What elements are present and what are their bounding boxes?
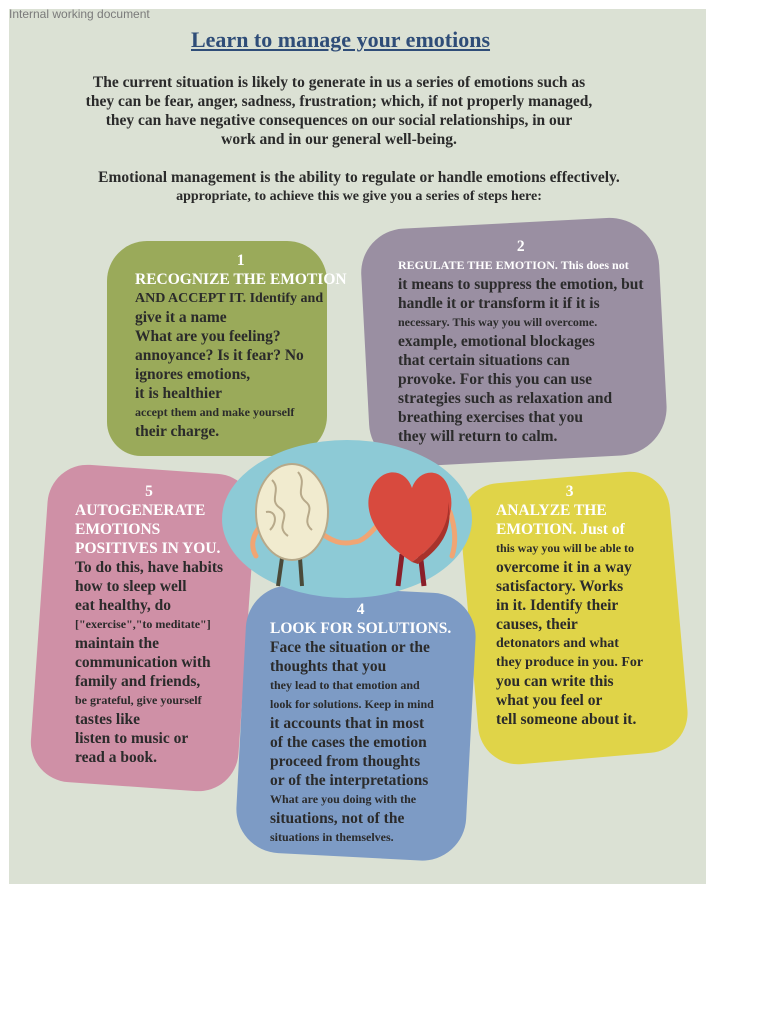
step-1-line: ignores emotions, xyxy=(135,366,251,383)
step-5-line: how to sleep well xyxy=(75,578,187,595)
step-3-line: detonators and what xyxy=(496,636,619,651)
step-1-line: their charge. xyxy=(135,423,220,440)
step-5-line: To do this, have habits xyxy=(75,559,224,576)
step-1-line: give it a name xyxy=(135,309,227,326)
definition-line: appropriate, to achieve this we give you a series of steps here: xyxy=(176,189,542,204)
step-3-line: this way you will be able to xyxy=(496,541,635,555)
intro-line: work and in our general well-being. xyxy=(221,131,457,148)
step-1-line: annoyance? Is it fear? No xyxy=(135,347,304,364)
step-4-line: look for solutions. Keep in mind xyxy=(270,697,434,711)
step-4-line: What are you doing with the xyxy=(270,792,417,806)
step-5-line: ["exercise","to meditate"] xyxy=(75,617,211,631)
step-3-number: 3 xyxy=(565,483,574,500)
step-5-line: family and friends, xyxy=(75,673,201,690)
step-2-line: they will return to calm. xyxy=(398,428,558,445)
step-1-heading: RECOGNIZE THE EMOTION xyxy=(135,271,347,288)
step-3-line: causes, their xyxy=(496,616,578,633)
step-1-line: What are you feeling? xyxy=(135,328,281,345)
step-2-line: that certain situations can xyxy=(398,352,570,369)
step-3-line: in it. Identify their xyxy=(496,597,619,614)
step-4-line: proceed from thoughts xyxy=(270,753,421,770)
step-2-line: it means to suppress the emotion, but xyxy=(398,276,644,293)
brain-character-icon xyxy=(253,464,354,586)
step-4-line: of the cases the emotion xyxy=(270,734,427,751)
step-3-heading: ANALYZE THE xyxy=(496,502,607,519)
step-1-number: 1 xyxy=(236,252,245,269)
step-5-heading: POSITIVES IN YOU. xyxy=(75,540,221,557)
definition-paragraph xyxy=(29,168,689,206)
step-5-line: tastes like xyxy=(75,711,141,728)
step-5-line: read a book. xyxy=(75,749,157,766)
step-4-line: or of the interpretations xyxy=(270,772,429,789)
intro-line: they can be fear, anger, sadness, frustration; which, if not properly managed, xyxy=(85,93,593,110)
step-4-line: thoughts that you xyxy=(270,658,387,675)
step-3-line: what you feel or xyxy=(496,692,603,709)
step-4-line: Face the situation or the xyxy=(270,639,430,656)
step-3-text xyxy=(496,483,643,729)
step-4-line: situations in themselves. xyxy=(270,830,394,844)
step-2-line: necessary. This way you will overcome. xyxy=(398,315,598,329)
step-5-line: communication with xyxy=(75,654,211,671)
step-5-text xyxy=(75,483,223,767)
step-2-line: breathing exercises that you xyxy=(398,409,583,426)
step-3-heading: EMOTION. Just of xyxy=(496,521,625,538)
intro-paragraph xyxy=(29,73,649,149)
step-3-line: overcome it in a way xyxy=(496,559,632,576)
step-4-line: situations, not of the xyxy=(270,810,405,827)
intro-line: The current situation is likely to generate in us a series of emotions such as xyxy=(92,74,586,91)
step-3-line: satisfactory. Works xyxy=(496,578,624,595)
step-2-text xyxy=(398,238,644,446)
intro-line: they can have negative consequences on our social relationships, in our xyxy=(105,112,573,129)
step-1-line: accept them and make yourself xyxy=(135,405,295,419)
step-4-text xyxy=(270,601,451,847)
step-5-heading: AUTOGENERATE xyxy=(75,502,206,519)
step-2-line: example, emotional blockages xyxy=(398,333,595,350)
step-1-line: AND ACCEPT IT. Identify and xyxy=(135,291,324,306)
step-2-line: handle it or transform it if it is xyxy=(398,295,600,312)
step-5-line: maintain the xyxy=(75,635,159,652)
step-2-line: provoke. For this you can use xyxy=(398,371,593,388)
step-2-line: strategies such as relaxation and xyxy=(398,390,613,407)
step-2-heading: REGULATE THE EMOTION. This does not xyxy=(398,258,629,272)
step-1-text xyxy=(135,252,347,441)
step-1-line: it is healthier xyxy=(135,385,222,402)
step-4-line: they lead to that emotion and xyxy=(270,678,420,692)
step-5-line: eat healthy, do xyxy=(75,597,172,614)
step-5-line: be grateful, give yourself xyxy=(75,693,202,707)
step-2-number: 2 xyxy=(516,238,525,255)
heart-character-icon xyxy=(354,472,455,586)
step-5-number: 5 xyxy=(145,483,153,500)
step-3-line: you can write this xyxy=(496,673,614,690)
definition-line: Emotional management is the ability to regulate or handle emotions effectively. xyxy=(98,169,620,186)
brain-heart-illustration xyxy=(242,450,462,590)
watermark-label: Internal working document xyxy=(9,7,150,21)
infographic-poster xyxy=(9,9,706,884)
page-title: Learn to manage your emotions xyxy=(190,27,491,52)
step-4-line: it accounts that in most xyxy=(270,715,425,732)
step-3-line: tell someone about it. xyxy=(496,711,637,728)
step-4-heading: LOOK FOR SOLUTIONS. xyxy=(270,620,452,637)
step-5-line: listen to music or xyxy=(75,730,189,747)
step-3-line: they produce in you. For xyxy=(496,655,644,670)
step-5-heading: EMOTIONS xyxy=(75,521,161,538)
step-4-number: 4 xyxy=(356,601,365,618)
